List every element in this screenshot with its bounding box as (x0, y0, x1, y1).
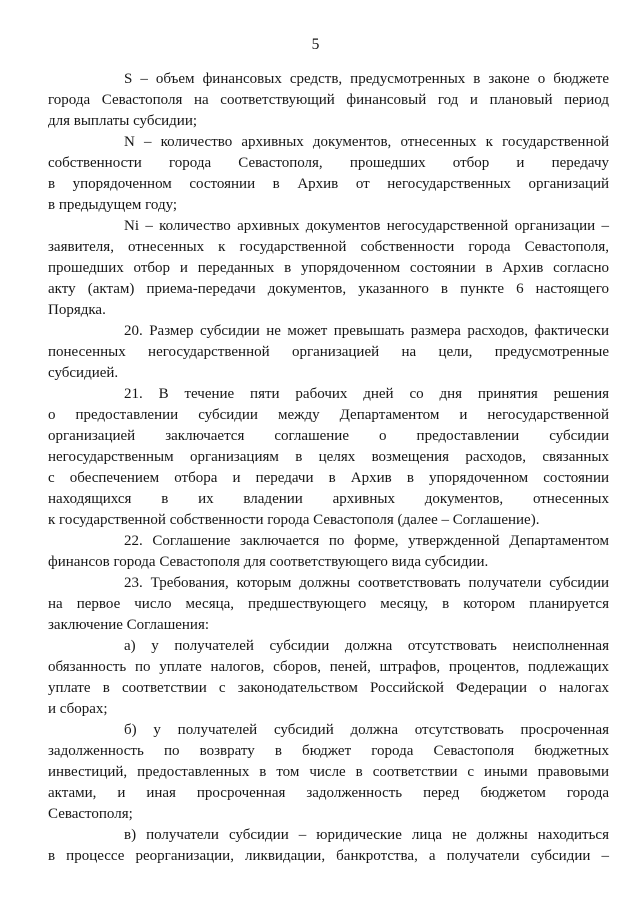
paragraph (48, 531, 609, 573)
text-line: акту (актам) приема-передачи документов, указанного в пункте 6 настоящего (48, 281, 609, 297)
text-line: в процессе реорганизации, ликвидации, банкротства, а получатели субсидии – (48, 848, 609, 864)
text-line: субсидией. (48, 365, 119, 381)
paragraph (48, 825, 609, 867)
text-line: для выплаты субсидии; (48, 113, 198, 129)
paragraph (48, 636, 609, 720)
text-line: а) у получателей субсидии должна отсутствовать неисполненная (124, 638, 609, 654)
text-line: организацией заключается соглашение о предоставлении субсидии (48, 428, 609, 444)
text-line: инвестиций, предоставленных в том числе в соответствии с иными правовыми (48, 764, 609, 780)
text-line: в предыдущем году; (48, 197, 178, 213)
text-line: финансов города Севастополя для соответствующего вида субсидии. (48, 554, 489, 570)
text-line: 23. Требования, которым должны соответствовать получатели субсидии (124, 575, 609, 591)
text-line: города Севастополя на соответствующий финансовый год и плановый период (48, 92, 609, 108)
page-number: 5 (311, 36, 320, 53)
text-line: 21. В течение пяти рабочих дней со дня принятия решения (124, 386, 609, 402)
text-line: заявителя, отнесенных к государственной собственности города Севастополя, (48, 239, 609, 255)
text-line: собственности города Севастополя, прошедших отбор и передачу (48, 155, 609, 171)
text-line: к государственной собственности города Севастополя (далее – Соглашение). (48, 512, 540, 528)
text-line: о предоставлении субсидии между Департаментом и негосударственной (48, 407, 609, 423)
paragraph (48, 216, 609, 321)
text-line: актами, и иная просроченная задолженность перед бюджетом города (48, 785, 609, 801)
text-line: N – количество архивных документов, отнесенных к государственной (124, 134, 609, 150)
text-line: с обеспечением отбора и передачи в Архив в упорядоченном состоянии (48, 470, 609, 486)
text-line: Ni – количество архивных документов негосударственной организации – (124, 218, 609, 234)
text-line: и сборах; (48, 701, 108, 717)
text-line: Севастополя; (48, 806, 133, 822)
text-line: задолженность по возврату в бюджет города Севастополя бюджетных (48, 743, 609, 759)
paragraph (48, 720, 609, 825)
text-line: уплате в соответствии с законодательством Российской Федерации о налогах (48, 680, 609, 696)
paragraph (48, 132, 609, 216)
text-line: находящихся в их владении архивных документов, отнесенных (48, 491, 609, 507)
text-line: прошедших отбор и переданных в упорядоченном состоянии в Архив согласно (48, 260, 609, 276)
text-line: негосударственным организациям в целях возмещения расходов, связанных (48, 449, 609, 465)
text-line: б) у получателей субсидий должна отсутствовать просроченная (124, 722, 609, 738)
text-line: в) получатели субсидии – юридические лица не должны находиться (124, 827, 609, 843)
text-line: Порядка. (48, 302, 106, 318)
paragraph (48, 573, 609, 636)
document-body (48, 69, 609, 867)
text-line: заключение Соглашения: (48, 617, 210, 633)
paragraph (48, 321, 609, 384)
text-line: обязанность по уплате налогов, сборов, пеней, штрафов, процентов, подлежащих (48, 659, 609, 675)
text-line: 22. Соглашение заключается по форме, утвержденной Департаментом (124, 533, 609, 549)
text-line: S – объем финансовых средств, предусмотренных в законе о бюджете (124, 71, 609, 87)
text-line: на первое число месяца, предшествующего месяцу, в котором планируется (48, 596, 609, 612)
text-line: 20. Размер субсидии не может превышать размера расходов, фактически (124, 323, 609, 339)
paragraph (48, 69, 609, 132)
text-line: понесенных негосударственной организацией на цели, предусмотренные (48, 344, 609, 360)
text-line: в упорядоченном состоянии в Архив от негосударственных организаций (48, 176, 609, 192)
paragraph (48, 384, 609, 531)
